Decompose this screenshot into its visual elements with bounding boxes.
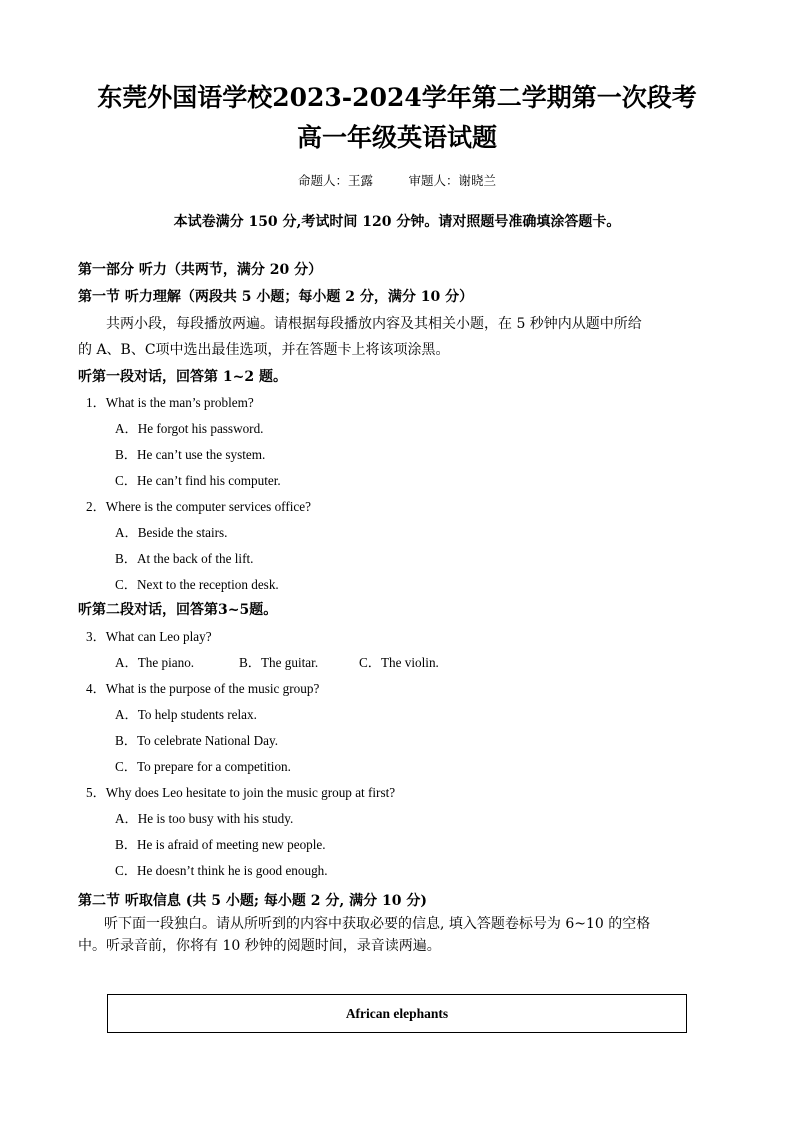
question-1-option-c: C．He can’t find his computer. <box>115 473 281 488</box>
question-3-option-c: C．The violin. <box>359 655 439 670</box>
question-1-stem: 1．What is the man’s problem? <box>86 395 254 410</box>
question-5-option-b: B．He is afraid of meeting new people. <box>115 837 326 852</box>
question-2-option-a: A．Beside the stairs. <box>115 525 228 540</box>
section1-heading: 第一节 听力理解（两段共 5 小题；每小题 2 分，满分 10 分） <box>78 289 474 305</box>
dialog1-heading: 听第一段对话，回答第 1~2 题。 <box>78 369 287 385</box>
question-2-option-b: B．At the back of the lift. <box>115 551 254 566</box>
section1-instruction-line1: 共两小段，每段播放两遍。请根据每段播放内容及其相关小题，在 5 秒钟内从题中所给 <box>106 316 642 332</box>
question-4-stem: 4．What is the purpose of the music group? <box>86 681 320 696</box>
question-4-option-b: B．To celebrate National Day. <box>115 733 279 748</box>
question-2-option-c: C．Next to the reception desk. <box>115 577 279 592</box>
setter-name: 命题人：王露 <box>297 173 373 188</box>
dialog2-heading: 听第二段对话，回答第3~5题。 <box>78 602 278 618</box>
section2-instruction-line2: 中。听录音前，你将有 10 秒钟的阅题时间，录音读两遍。 <box>78 938 441 954</box>
reviewer-name: 审题人：谢晓兰 <box>408 173 497 188</box>
question-5-stem: 5．Why does Leo hesitate to join the music group at first? <box>86 785 396 800</box>
question-3-options <box>115 652 439 671</box>
question-4-option-a: A．To help students relax. <box>115 707 257 722</box>
answer-table-box <box>107 994 687 1033</box>
section2-heading: 第二节 听取信息 (共 5 小题; 每小题 2 分, 满分 10 分) <box>78 893 427 909</box>
question-3-option-b: B．The guitar. <box>239 655 319 670</box>
section1-instruction-line2: 的 A、B、C项中选出最佳选项，并在答题卡上将该项涂黑。 <box>78 342 450 358</box>
question-5-option-c: C．He doesn’t think he is good enough. <box>115 863 328 878</box>
question-3-stem: 3．What can Leo play? <box>86 629 212 644</box>
question-3-option-a: A．The piano. <box>115 655 195 670</box>
question-4-option-c: C．To prepare for a competition. <box>115 759 291 774</box>
question-2-stem: 2．Where is the computer services office? <box>86 499 311 514</box>
section2-instruction-line1: 听下面一段独白。请从所听到的内容中获取必要的信息, 填入答题卷标号为 6~10 的空格 <box>104 916 651 932</box>
exam-notice: 本试卷满分 150 分,考试时间 120 分钟。请对照题号准确填涂答题卡。 <box>173 214 621 230</box>
question-1-option-b: B．He can’t use the system. <box>115 447 266 462</box>
authors-line <box>0 171 794 189</box>
question-5-option-a: A．He is too busy with his study. <box>115 811 294 826</box>
exam-title-line2: 高一年级英语试题 <box>296 123 497 152</box>
part1-heading: 第一部分 听力（共两节，满分 20 分） <box>78 262 323 278</box>
exam-title-line1: 东莞外国语学校2023-2024学年第二学期第一次段考 <box>97 83 697 112</box>
answer-table-title: African elephants <box>345 1006 449 1021</box>
question-1-option-a: A．He forgot his password. <box>115 421 264 436</box>
